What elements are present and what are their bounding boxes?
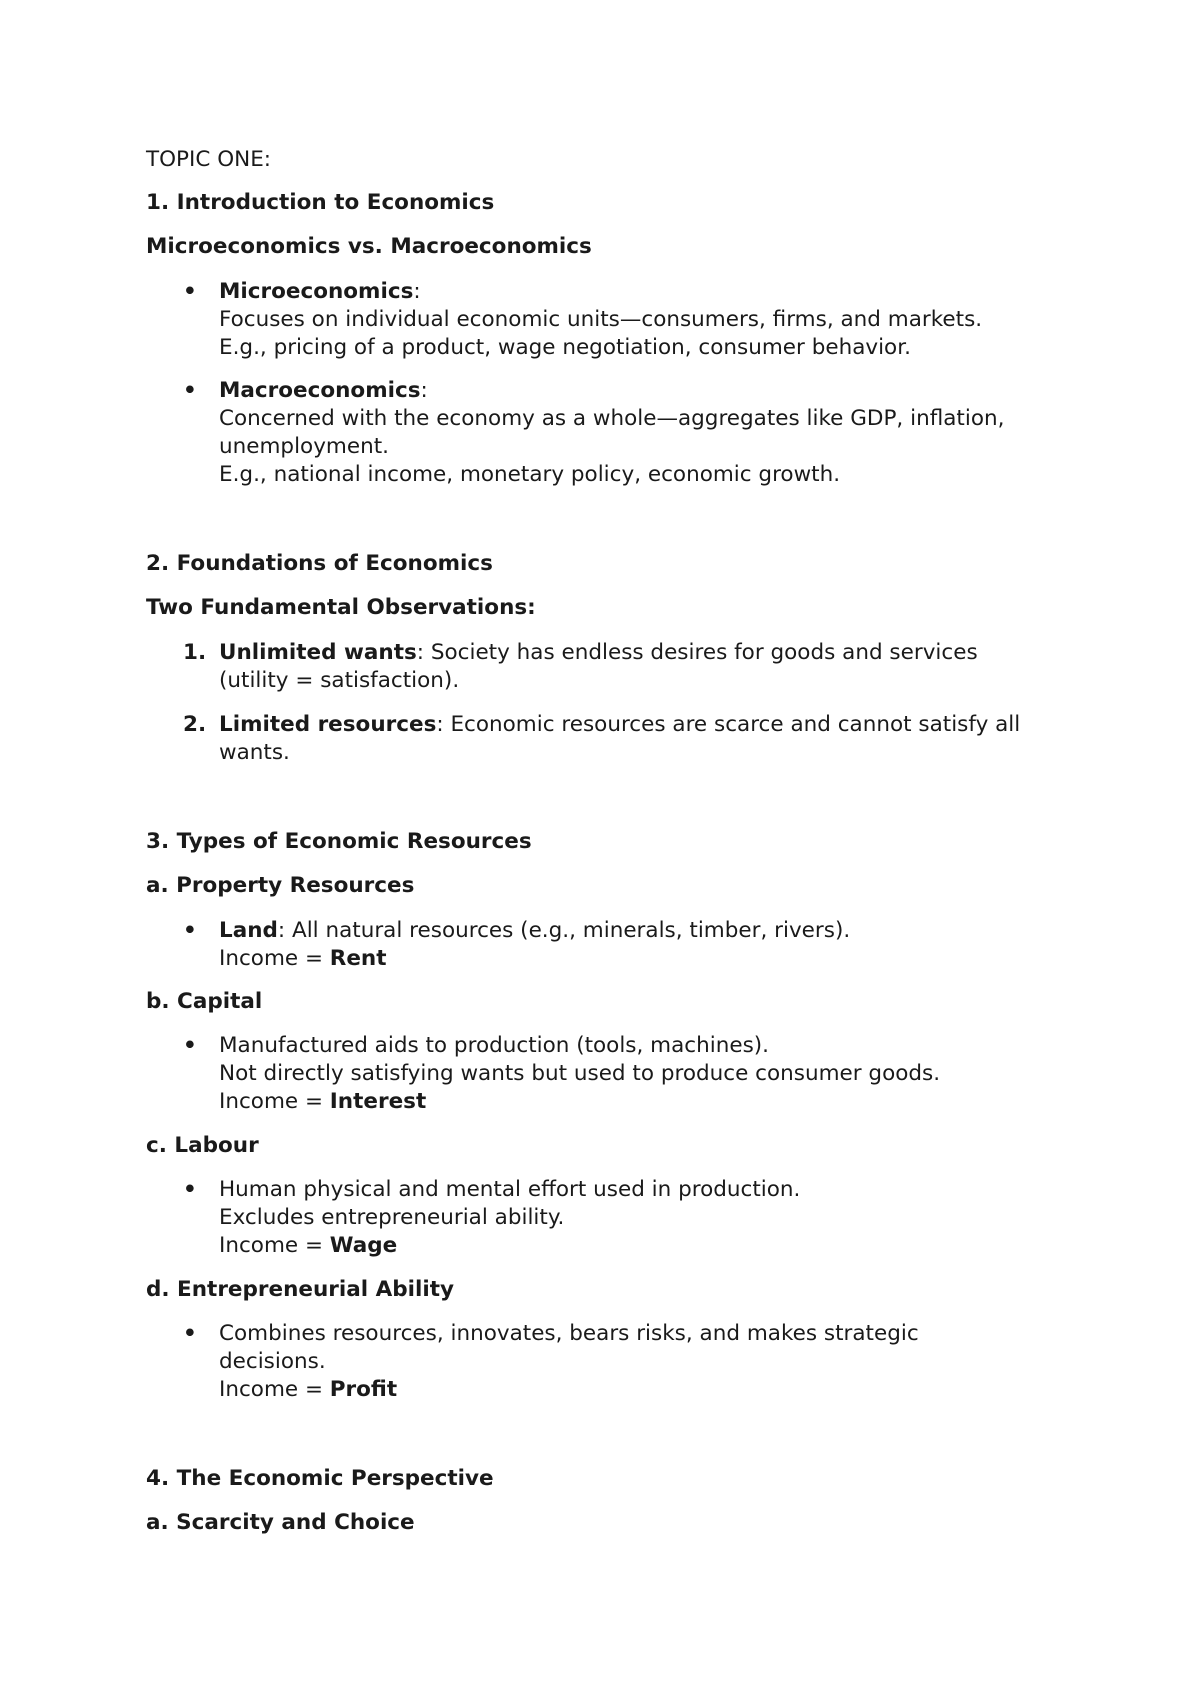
income-value: Interest — [329, 1089, 427, 1114]
list-item-line-2: (utility = satisfaction). — [219, 668, 460, 693]
section-4-heading: 4. The Economic Perspective — [146, 1466, 494, 1491]
list-item-text: : Economic resources are scarce and cannot satisfy all — [436, 712, 1021, 737]
micro-colon: : — [413, 279, 421, 304]
bullet-icon: • — [183, 378, 197, 403]
subsection-c-heading: c. Labour — [146, 1133, 259, 1158]
macro-term: Macroeconomics — [219, 378, 421, 403]
section-1-subheading: Microeconomics vs. Macroeconomics — [146, 234, 592, 259]
bullet-icon: • — [183, 1321, 197, 1346]
capital-line-2: Not directly satisfying wants but used to produce consumer goods. — [219, 1061, 941, 1086]
macro-colon: : — [420, 378, 428, 403]
macro-line-2: unemployment. — [219, 434, 389, 459]
list-item-text: : Society has endless desires for goods and services — [416, 640, 978, 665]
bullet-icon: • — [183, 918, 197, 943]
entrepreneur-line-1: Combines resources, innovates, bears risks, and makes strategic — [219, 1321, 919, 1346]
income-label: Income = — [219, 1089, 330, 1114]
income-label: Income = — [219, 1377, 330, 1402]
list-item-limited-resources — [219, 711, 1020, 739]
micro-line-1: Focuses on individual economic units—consumers, firms, and markets. — [219, 307, 983, 332]
income-line-interest — [219, 1088, 426, 1116]
section-2-heading: 2. Foundations of Economics — [146, 551, 493, 576]
section-4-subheading: a. Scarcity and Choice — [146, 1510, 415, 1535]
list-number: 1. — [183, 640, 207, 665]
land-line — [219, 917, 850, 945]
list-item-term: Unlimited wants — [219, 640, 417, 665]
list-item-unlimited-wants — [219, 639, 978, 667]
bullet-icon: • — [183, 279, 197, 304]
macro-line-3: E.g., national income, monetary policy, economic growth. — [219, 462, 841, 487]
section-3-heading: 3. Types of Economic Resources — [146, 829, 532, 854]
income-line-rent — [219, 945, 387, 973]
macro-term-line — [219, 377, 428, 405]
bullet-icon: • — [183, 1033, 197, 1058]
labour-line-2: Excludes entrepreneurial ability. — [219, 1205, 565, 1230]
land-text: : All natural resources (e.g., minerals, timber, rivers). — [277, 918, 851, 943]
subsection-a-heading: a. Property Resources — [146, 873, 415, 898]
bullet-icon: • — [183, 1177, 197, 1202]
income-value: Rent — [329, 946, 387, 971]
section-1-heading: 1. Introduction to Economics — [146, 190, 495, 215]
list-item-line-2: wants. — [219, 740, 290, 765]
income-line-wage — [219, 1232, 397, 1260]
topic-label: TOPIC ONE: — [146, 147, 272, 172]
income-label: Income = — [219, 946, 330, 971]
entrepreneur-line-2: decisions. — [219, 1349, 326, 1374]
labour-line-1: Human physical and mental effort used in production. — [219, 1177, 801, 1202]
income-value: Profit — [329, 1377, 398, 1402]
macro-line-1: Concerned with the economy as a whole—aggregates like GDP, inflation, — [219, 406, 1005, 431]
section-2-subheading: Two Fundamental Observations: — [146, 595, 536, 620]
list-item-term: Limited resources — [219, 712, 437, 737]
subsection-b-heading: b. Capital — [146, 989, 263, 1014]
micro-term-line — [219, 278, 421, 306]
list-number: 2. — [183, 712, 207, 737]
micro-line-2: E.g., pricing of a product, wage negotiation, consumer behavior. — [219, 335, 911, 360]
micro-term: Microeconomics — [219, 279, 414, 304]
land-term: Land — [219, 918, 278, 943]
subsection-d-heading: d. Entrepreneurial Ability — [146, 1277, 455, 1302]
income-label: Income = — [219, 1233, 330, 1258]
income-line-profit — [219, 1376, 397, 1404]
income-value: Wage — [329, 1233, 398, 1258]
capital-line-1: Manufactured aids to production (tools, machines). — [219, 1033, 769, 1058]
